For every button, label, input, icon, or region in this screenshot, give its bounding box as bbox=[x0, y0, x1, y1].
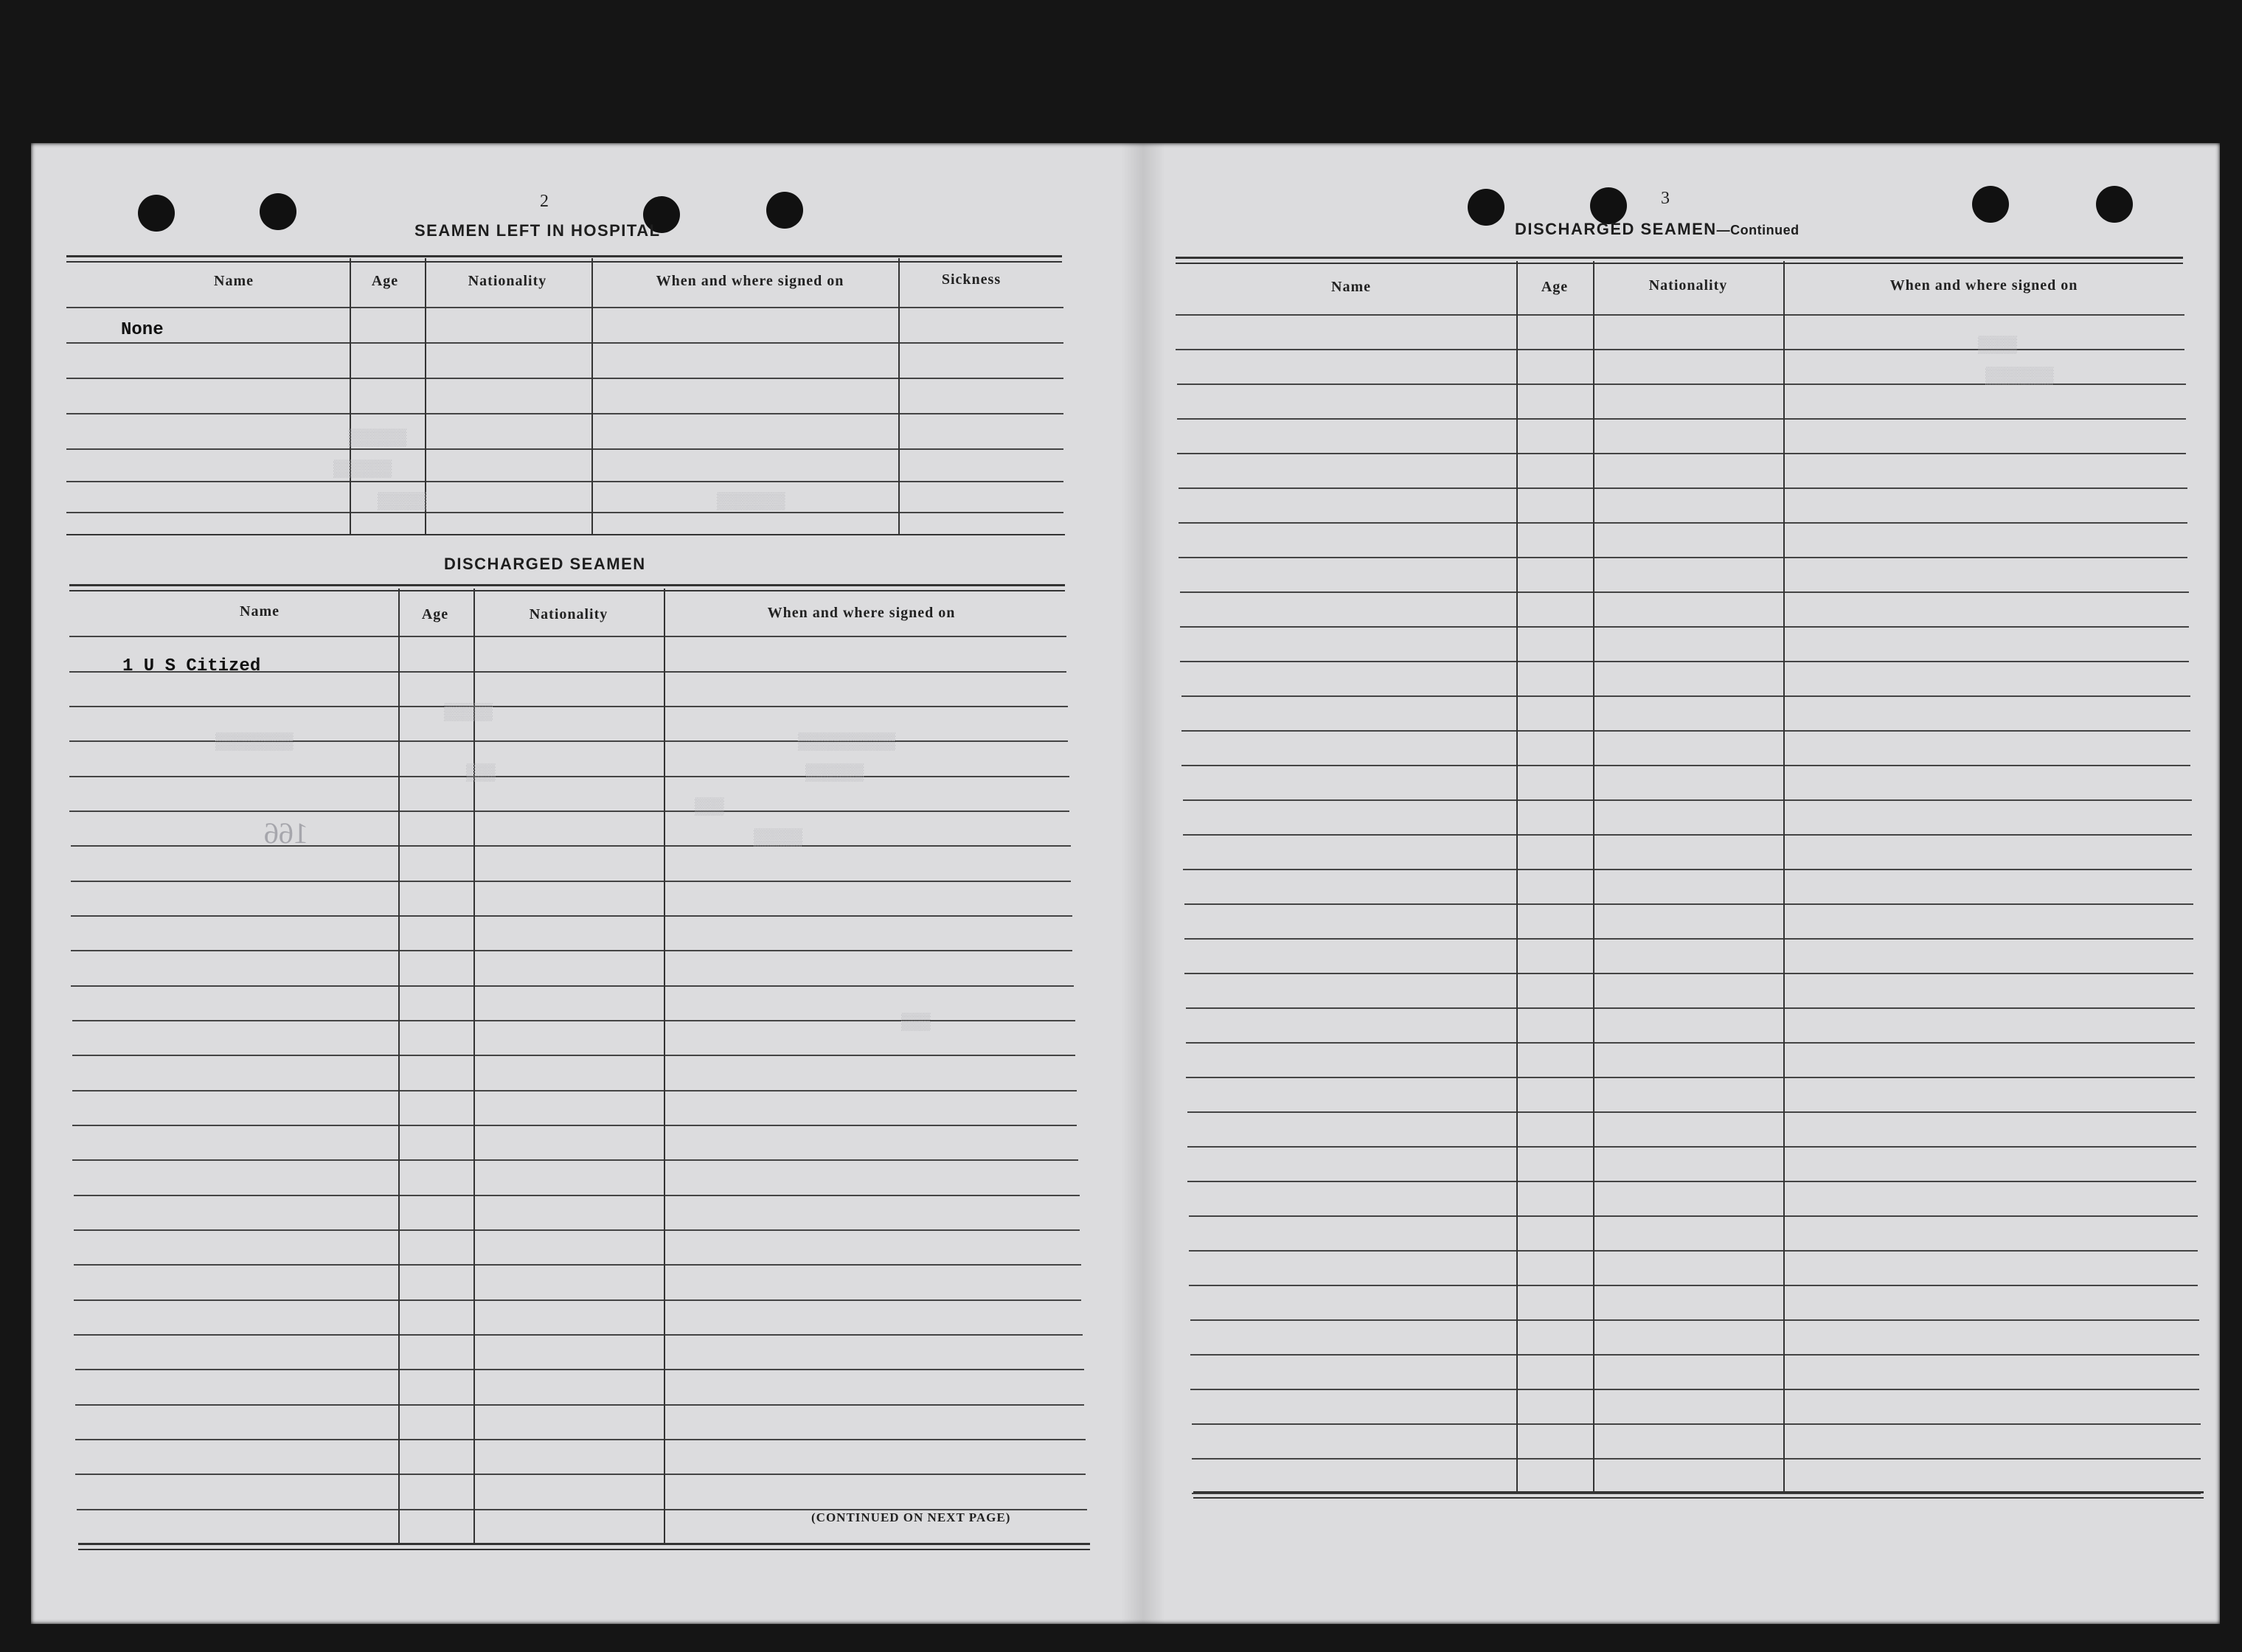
row-rule bbox=[72, 1055, 1075, 1056]
row-rule bbox=[1177, 453, 2186, 454]
row-rule bbox=[66, 413, 1063, 414]
row-rule bbox=[71, 985, 1074, 987]
row-rule bbox=[75, 1369, 1084, 1370]
row-rule bbox=[1187, 1146, 2196, 1148]
column-divider bbox=[898, 258, 900, 535]
bleed-through-mark: ▒▒▒▒▒ bbox=[444, 704, 493, 722]
row-rule bbox=[66, 342, 1063, 344]
row-rule bbox=[69, 776, 1069, 777]
row-rule bbox=[72, 1125, 1077, 1126]
row-rule bbox=[1184, 973, 2193, 974]
row-rule bbox=[1179, 557, 2187, 558]
row-rule bbox=[75, 1474, 1086, 1475]
page-gutter bbox=[1121, 143, 1165, 1624]
row-rule bbox=[1184, 938, 2193, 940]
column-divider bbox=[473, 589, 475, 1544]
table-rule bbox=[66, 255, 1062, 257]
column-divider bbox=[1593, 261, 1594, 1493]
title-text: DISCHARGED SEAMEN bbox=[1515, 220, 1717, 238]
bleed-through-mark: ▒▒▒▒ bbox=[1978, 336, 2017, 355]
punch-hole bbox=[766, 192, 803, 229]
row-rule bbox=[75, 1404, 1084, 1406]
column-header-age: Age bbox=[1541, 279, 1569, 295]
column-divider bbox=[350, 258, 351, 535]
punch-hole bbox=[138, 195, 175, 232]
punch-hole bbox=[1590, 187, 1627, 224]
bleed-through-mark: ▒▒▒▒▒▒ bbox=[805, 764, 864, 782]
row-rule bbox=[69, 636, 1066, 637]
row-rule bbox=[71, 950, 1072, 951]
punch-hole bbox=[1972, 186, 2009, 223]
column-header-signed-on: When and where signed on bbox=[767, 605, 956, 621]
bleed-through-mark: ▒▒▒▒▒▒▒ bbox=[717, 493, 785, 511]
column-header-nationality: Nationality bbox=[1648, 277, 1728, 294]
row-rule bbox=[66, 307, 1063, 308]
row-rule bbox=[69, 811, 1069, 812]
column-header-name: Name bbox=[1331, 279, 1371, 295]
column-header-name: Name bbox=[214, 273, 254, 289]
row-rule bbox=[1183, 834, 2192, 836]
row-rule bbox=[1190, 1389, 2199, 1390]
row-rule bbox=[74, 1334, 1083, 1336]
table-rule bbox=[66, 534, 1065, 535]
row-rule bbox=[1192, 1458, 2201, 1460]
row-rule bbox=[74, 1195, 1080, 1196]
row-rule bbox=[66, 448, 1063, 450]
row-rule bbox=[1189, 1215, 2198, 1217]
hospital-section-title: SEAMEN LEFT IN HOSPITAL bbox=[414, 221, 661, 240]
column-divider bbox=[1516, 261, 1518, 1493]
row-rule bbox=[1189, 1285, 2198, 1286]
document-sheet bbox=[31, 143, 2220, 1624]
column-header-signed-on: When and where signed on bbox=[1889, 277, 2078, 294]
row-rule bbox=[1181, 765, 2190, 766]
row-rule bbox=[1180, 661, 2189, 662]
row-rule bbox=[1181, 730, 2190, 732]
title-suffix: —Continued bbox=[1716, 223, 1800, 237]
row-rule bbox=[1187, 1111, 2196, 1113]
punch-hole bbox=[2096, 186, 2133, 223]
row-rule bbox=[1186, 1007, 2195, 1009]
table-rule bbox=[78, 1549, 1090, 1550]
row-rule bbox=[71, 845, 1071, 847]
page-number: 3 bbox=[1661, 189, 1670, 208]
row-rule bbox=[74, 1264, 1081, 1266]
row-rule bbox=[75, 1439, 1086, 1440]
discharged-entry-name: 1 U S Citized bbox=[122, 656, 261, 676]
table-rule bbox=[1193, 1497, 2204, 1499]
row-rule bbox=[1183, 799, 2192, 801]
bleed-through-mark: ▒▒▒▒▒ bbox=[378, 493, 427, 511]
row-rule bbox=[1184, 903, 2193, 905]
table-rule bbox=[1193, 1491, 2204, 1493]
row-rule bbox=[1187, 1181, 2196, 1182]
column-divider bbox=[591, 258, 593, 535]
mirrored-stamp-number: 166 bbox=[264, 816, 308, 850]
column-header-nationality: Nationality bbox=[529, 606, 608, 622]
punch-hole bbox=[260, 193, 296, 230]
row-rule bbox=[71, 881, 1071, 882]
row-rule bbox=[1190, 1354, 2199, 1356]
bleed-through-mark: ▒▒▒ bbox=[695, 798, 724, 816]
row-rule bbox=[66, 378, 1063, 379]
row-rule bbox=[1183, 869, 2192, 870]
column-divider bbox=[664, 589, 665, 1544]
column-header-signed-on: When and where signed on bbox=[656, 273, 844, 289]
column-header-age: Age bbox=[371, 273, 399, 289]
row-rule bbox=[1180, 626, 2189, 628]
row-rule bbox=[74, 1299, 1081, 1301]
bleed-through-mark: ▒▒▒▒▒▒ bbox=[333, 460, 392, 479]
punch-hole bbox=[1468, 189, 1504, 226]
row-rule bbox=[1177, 418, 2186, 420]
discharged-continued-title bbox=[1515, 220, 1800, 239]
column-divider bbox=[398, 589, 400, 1544]
row-rule bbox=[66, 481, 1063, 482]
row-rule bbox=[1176, 349, 2184, 350]
row-rule bbox=[74, 1229, 1080, 1231]
column-header-name: Name bbox=[240, 603, 280, 620]
table-rule bbox=[1176, 257, 2183, 259]
row-rule bbox=[1186, 1077, 2195, 1078]
table-rule bbox=[66, 261, 1062, 263]
column-header-sickness: Sickness bbox=[941, 271, 1002, 288]
row-rule bbox=[72, 1159, 1078, 1161]
bleed-through-mark: ▒▒▒▒▒▒▒ bbox=[1985, 367, 2054, 386]
row-rule bbox=[69, 706, 1068, 707]
row-rule bbox=[1192, 1423, 2201, 1425]
row-rule bbox=[72, 1090, 1077, 1092]
discharged-section-title: DISCHARGED SEAMEN bbox=[444, 555, 646, 573]
row-rule bbox=[66, 512, 1063, 513]
column-header-age: Age bbox=[421, 606, 449, 622]
row-rule bbox=[1189, 1250, 2198, 1252]
bleed-through-mark: ▒▒▒▒▒ bbox=[754, 829, 803, 847]
continued-footer: (CONTINUED ON NEXT PAGE) bbox=[811, 1510, 1011, 1524]
table-rule bbox=[69, 590, 1065, 591]
bleed-through-mark: ▒▒▒▒▒▒ bbox=[348, 429, 407, 448]
row-rule bbox=[1179, 487, 2187, 489]
bleed-through-mark: ▒▒▒ bbox=[466, 764, 496, 782]
bleed-through-mark: ▒▒▒ bbox=[901, 1013, 931, 1032]
table-rule bbox=[1176, 263, 2183, 264]
row-rule bbox=[1181, 695, 2190, 697]
page-number: 2 bbox=[540, 192, 549, 211]
column-header-nationality: Nationality bbox=[468, 273, 547, 289]
table-rule bbox=[78, 1543, 1090, 1545]
row-rule bbox=[1179, 522, 2187, 524]
row-rule bbox=[1190, 1319, 2199, 1321]
row-rule bbox=[1176, 314, 2184, 316]
bleed-through-mark: ▒▒▒▒▒▒▒▒▒▒ bbox=[798, 733, 896, 752]
column-divider bbox=[1783, 261, 1785, 1493]
bleed-through-mark: ▒▒▒▒▒▒▒▒ bbox=[215, 733, 294, 752]
row-rule bbox=[1186, 1042, 2195, 1044]
row-rule bbox=[71, 915, 1072, 917]
table-rule bbox=[69, 584, 1065, 586]
row-rule bbox=[1180, 591, 2189, 593]
hospital-entry-name: None bbox=[121, 320, 164, 340]
